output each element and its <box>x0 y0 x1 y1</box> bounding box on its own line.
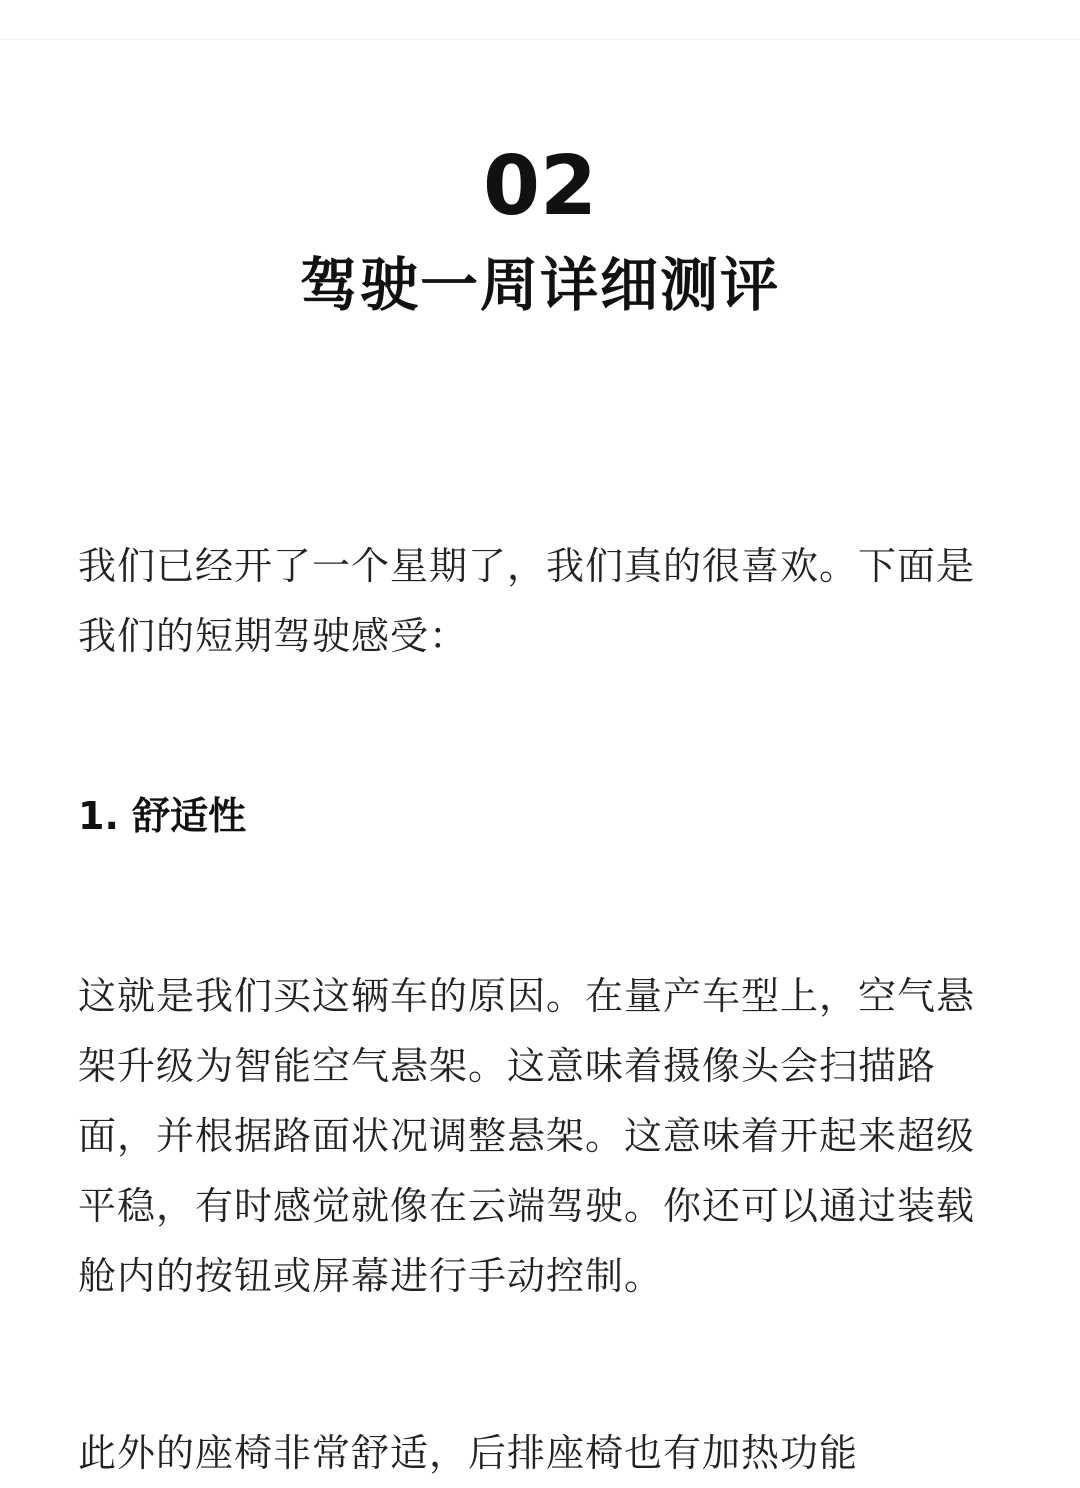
comfort-heading: 1. 舒适性 <box>78 794 247 838</box>
section-number: 02 <box>482 139 598 234</box>
intro-paragraph: 我们已经开了一个星期了，我们真的很喜欢。下面是我们的短期驾驶感受： <box>78 544 976 658</box>
top-divider <box>0 0 1080 40</box>
comfort-paragraph: 这就是我们买这辆车的原因。在量产车型上，空气悬架升级为智能空气悬架。这意味着摄像头会扫描路面，并根据路面状况调整悬架。这意味着开起来超级平稳，有时感觉就像在云端驾驶。你还可以通过装载舱内的按钮或屏幕进行手动控制。 <box>78 974 976 1298</box>
section-title: 驾驶一周详细测评 <box>299 251 780 319</box>
next-paragraph-fragment: 此外的座椅非常舒适，后排座椅也有加热功能 <box>78 1431 859 1475</box>
